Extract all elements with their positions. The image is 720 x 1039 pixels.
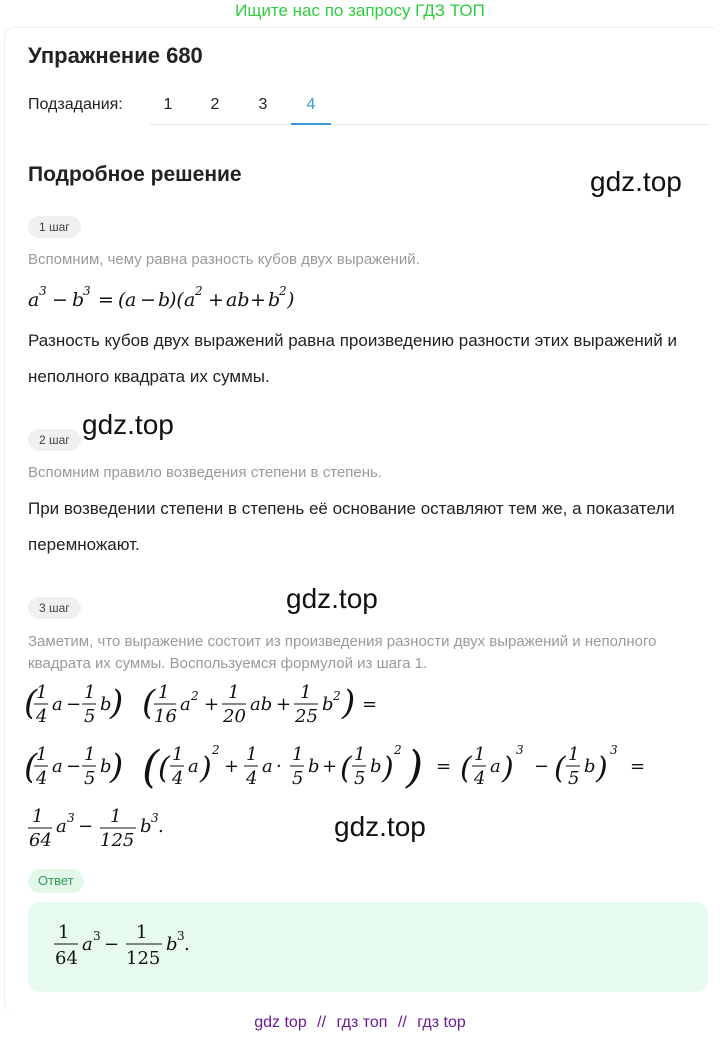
- svg-text:1: 1: [300, 682, 312, 703]
- svg-text:−: −: [78, 816, 94, 837]
- svg-text:a: a: [180, 694, 191, 715]
- tab-subtask-4[interactable]: 4: [306, 96, 316, 113]
- svg-text:b: b: [72, 289, 85, 311]
- svg-text:4: 4: [36, 768, 48, 789]
- svg-text:−: −: [66, 694, 82, 715]
- footer-separator: //: [317, 1014, 327, 1031]
- svg-text:4: 4: [474, 768, 486, 789]
- svg-text:a: a: [28, 289, 40, 311]
- svg-text:+: +: [250, 289, 266, 311]
- svg-text:125: 125: [100, 830, 135, 850]
- svg-text:b: b: [322, 694, 334, 715]
- svg-text:20: 20: [223, 706, 246, 727]
- svg-text:(: (: [554, 751, 566, 786]
- step-hint: Вспомним, чему равна разность кубов двух выражений.: [28, 251, 420, 268]
- answer-formula-svg: [50, 916, 250, 986]
- svg-text:5: 5: [84, 706, 96, 727]
- svg-text:64: 64: [29, 830, 52, 850]
- svg-text:a: a: [52, 756, 63, 777]
- svg-text:2: 2: [212, 743, 220, 757]
- svg-text:): ): [342, 683, 356, 723]
- tab-subtask-3[interactable]: 3: [258, 96, 268, 113]
- watermark: gdz.top: [286, 583, 378, 614]
- watermark: gdz.top: [334, 811, 426, 842]
- svg-text:): ): [287, 289, 295, 311]
- svg-text:1: 1: [228, 682, 240, 703]
- svg-text:1: 1: [246, 744, 258, 765]
- svg-text:b: b: [158, 289, 171, 311]
- svg-text:−: −: [52, 289, 68, 311]
- svg-text:2: 2: [279, 284, 287, 298]
- svg-text:1: 1: [568, 744, 580, 765]
- svg-text:4: 4: [246, 768, 258, 789]
- svg-text:(: (: [460, 751, 472, 786]
- svg-text:3: 3: [610, 743, 618, 757]
- svg-text:b: b: [100, 694, 112, 715]
- svg-text:25: 25: [295, 706, 318, 727]
- exercise-title: Упражнение 680: [28, 43, 203, 68]
- answer-box: [28, 902, 708, 992]
- svg-text:5: 5: [292, 768, 304, 789]
- svg-text:3: 3: [67, 811, 75, 825]
- svg-text:ab: ab: [226, 289, 250, 311]
- watermark: gdz.top: [82, 409, 174, 440]
- active-tab-indicator: [291, 123, 331, 125]
- svg-text:=: =: [362, 694, 378, 715]
- step-badge: 1 шаг: [28, 216, 81, 238]
- svg-text:−: −: [534, 756, 550, 777]
- svg-text:125: 125: [126, 948, 161, 969]
- step-badge: 3 шаг: [28, 597, 81, 619]
- svg-text:5: 5: [84, 768, 96, 789]
- svg-text:1: 1: [36, 744, 48, 765]
- svg-text:): ): [110, 747, 124, 787]
- svg-text:+: +: [322, 756, 338, 777]
- footer-link-gdz-top[interactable]: gdz top: [254, 1014, 307, 1031]
- formula-1-svg: [28, 282, 348, 316]
- svg-text:=: =: [436, 756, 452, 777]
- footer-links: [0, 1014, 720, 1032]
- svg-text:ab: ab: [250, 694, 273, 715]
- step-badge: 2 шаг: [28, 429, 81, 451]
- svg-text:2: 2: [191, 689, 199, 703]
- svg-text:3: 3: [39, 284, 47, 298]
- svg-text:a: a: [262, 756, 273, 777]
- svg-text:+: +: [208, 289, 224, 311]
- svg-text:): ): [200, 751, 212, 786]
- svg-text:b: b: [140, 816, 152, 837]
- svg-text:a: a: [188, 756, 199, 777]
- svg-text:a: a: [184, 289, 196, 311]
- svg-text:−: −: [140, 289, 156, 311]
- svg-text:1: 1: [32, 806, 44, 827]
- formula-step3-svg: [24, 680, 704, 850]
- svg-text:·: ·: [276, 756, 282, 777]
- svg-text:3: 3: [83, 284, 91, 298]
- svg-text:1: 1: [292, 744, 304, 765]
- footer-link-gdz-top-mixed[interactable]: гдз top: [417, 1014, 466, 1031]
- svg-text:5: 5: [354, 768, 366, 789]
- svg-text:1: 1: [84, 744, 96, 765]
- svg-text:3: 3: [516, 743, 524, 757]
- svg-text:(: (: [142, 683, 156, 723]
- search-banner: Ищите нас по запросу ГДЗ ТОП: [235, 1, 485, 20]
- svg-text:2: 2: [195, 284, 203, 298]
- svg-text:1: 1: [354, 744, 366, 765]
- svg-text:(: (: [24, 683, 38, 723]
- svg-text:3: 3: [93, 929, 101, 943]
- svg-text:2: 2: [394, 743, 402, 757]
- svg-text:a: a: [82, 934, 93, 955]
- svg-text:): ): [382, 751, 394, 786]
- svg-text:(: (: [142, 742, 160, 793]
- svg-text:a: a: [490, 756, 501, 777]
- subtasks-label: Подзадания:: [28, 96, 123, 113]
- svg-text:64: 64: [55, 948, 78, 969]
- svg-text:): ): [110, 683, 124, 723]
- svg-text:+: +: [276, 694, 292, 715]
- formula-difference-of-cubes: [28, 282, 348, 321]
- footer-separator: //: [397, 1014, 407, 1031]
- answer-badge: Ответ: [28, 869, 84, 893]
- svg-text:1: 1: [84, 682, 96, 703]
- svg-text:1: 1: [36, 682, 48, 703]
- tabs-divider: [150, 124, 708, 125]
- svg-text:3: 3: [151, 811, 159, 825]
- svg-text:(: (: [158, 751, 170, 786]
- svg-text:+: +: [204, 694, 220, 715]
- svg-text:): ): [596, 751, 608, 786]
- svg-text:1: 1: [136, 922, 148, 943]
- svg-text:(: (: [118, 289, 126, 311]
- tab-subtask-1[interactable]: 1: [163, 96, 173, 113]
- step-text: При возведении степени в степень её основание оставляют тем же, а показатели перемножают.: [28, 499, 675, 554]
- svg-text:b: b: [166, 934, 178, 955]
- svg-text:b: b: [370, 756, 382, 777]
- svg-text:=: =: [98, 289, 114, 311]
- svg-text:1: 1: [58, 922, 70, 943]
- svg-text:3: 3: [177, 929, 185, 943]
- svg-text:16: 16: [154, 706, 177, 727]
- footer-link-gdz-top-ru[interactable]: гдз топ: [336, 1014, 388, 1031]
- step-hint: Заметим, что выражение состоит из произведения разности двух выражений и неполного квадрата их суммы. Воспользуемся формулой из шага 1.: [28, 633, 657, 672]
- svg-text:): ): [502, 751, 514, 786]
- watermark: gdz.top: [590, 166, 682, 197]
- svg-text:1: 1: [172, 744, 184, 765]
- svg-text:): ): [406, 742, 424, 793]
- tab-subtask-2[interactable]: 2: [210, 96, 220, 113]
- svg-text:2: 2: [333, 689, 341, 703]
- svg-text:4: 4: [36, 706, 48, 727]
- svg-text:b: b: [268, 289, 281, 311]
- svg-text:1: 1: [110, 806, 122, 827]
- svg-text:=: =: [630, 756, 646, 777]
- solution-title: Подробное решение: [28, 163, 242, 186]
- formula-step3: [24, 680, 704, 855]
- svg-text:b: b: [100, 756, 112, 777]
- svg-text:1: 1: [474, 744, 486, 765]
- svg-text:.: .: [158, 816, 164, 837]
- svg-text:4: 4: [172, 768, 184, 789]
- svg-text:a: a: [56, 816, 67, 837]
- svg-text:−: −: [66, 756, 82, 777]
- svg-text:a: a: [52, 694, 63, 715]
- svg-text:)(: )(: [169, 289, 184, 311]
- svg-text:b: b: [308, 756, 320, 777]
- step-text: Разность кубов двух выражений равна произведению разности этих выражений и неполного квадрата их суммы.: [28, 331, 678, 386]
- svg-text:−: −: [104, 934, 120, 955]
- svg-text:a: a: [125, 289, 137, 311]
- step-hint: Вспомним правило возведения степени в степень.: [28, 464, 382, 481]
- svg-text:(: (: [340, 751, 352, 786]
- svg-text:1: 1: [158, 682, 170, 703]
- svg-text:.: .: [184, 934, 190, 955]
- svg-text:b: b: [584, 756, 596, 777]
- svg-text:+: +: [224, 756, 240, 777]
- svg-text:5: 5: [568, 768, 580, 789]
- svg-text:(: (: [24, 747, 38, 787]
